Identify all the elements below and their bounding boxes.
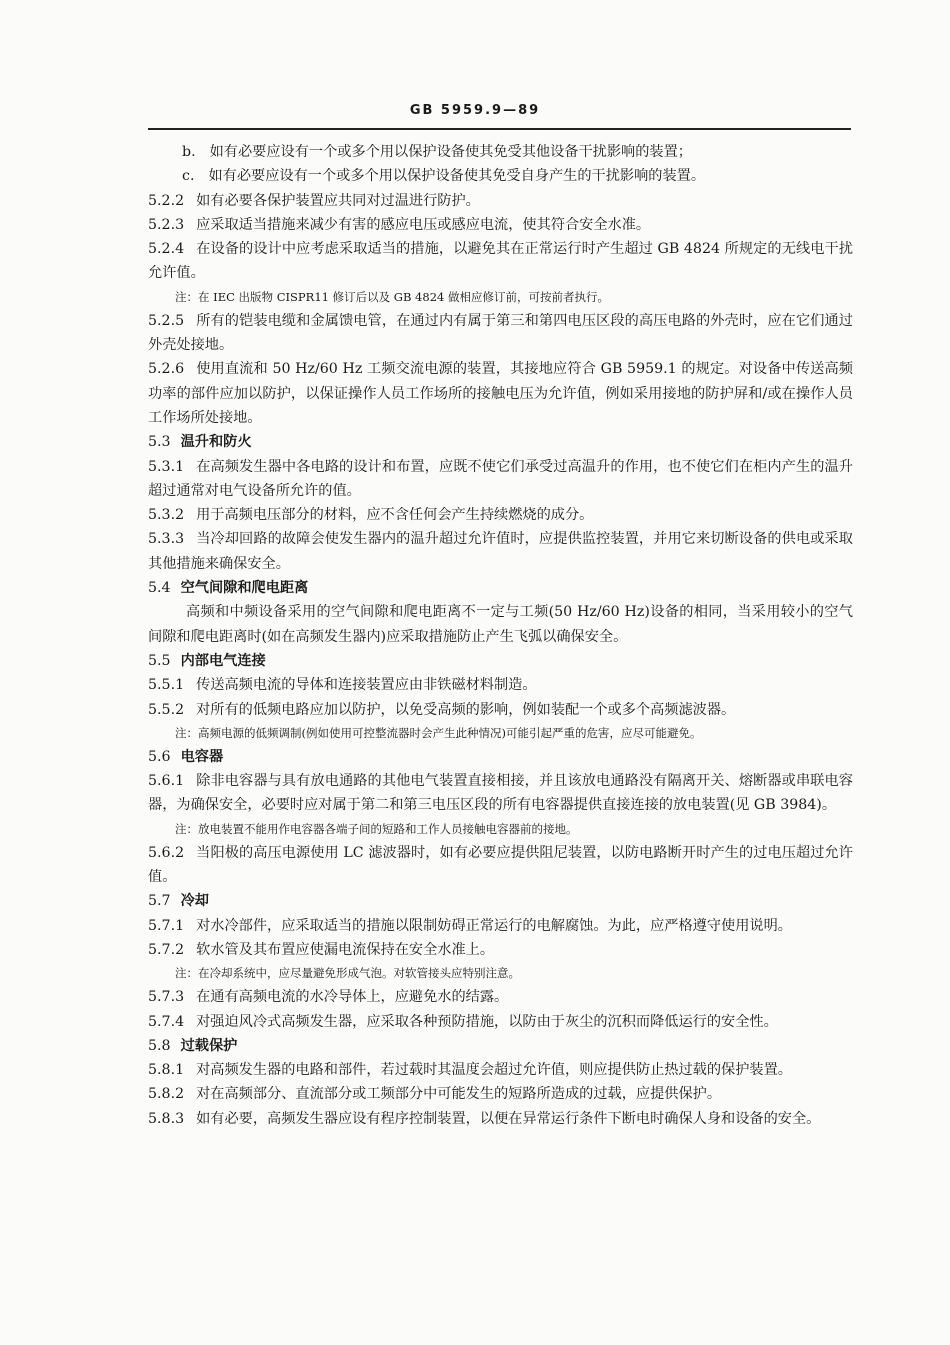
clause-text: 在高频发生器中各电路的设计和布置，应既不使它们承受过高温升的作用，也不使它们在柜内产生的温升超过通常对电气设备所允许的值。 [148,458,853,499]
clause-paragraph [148,769,853,818]
section-number: 5.7 [148,893,171,910]
list-item [148,140,853,164]
clause-paragraph [148,673,853,697]
clause-paragraph [148,1107,853,1131]
clause-paragraph [148,1058,853,1082]
body-paragraph: 高频和中频设备采用的空气间隙和爬电距离不一定与工频(50 Hz/60 Hz)设备的相同，当采用较小的空气间隙和爬电距离时(如在高频发生器内)应采取措施防止产生飞弧以确保安全。 [148,604,853,645]
clause-paragraph [148,985,853,1009]
clause-number: 5.2.6 [148,361,185,378]
section-title: 空气间隙和爬电距离 [180,580,309,597]
clause-paragraph [148,237,853,286]
clause-paragraph [148,503,853,527]
clause-number: 5.7.3 [148,989,185,1006]
section-heading [148,649,853,673]
section-title: 冷却 [180,893,209,910]
clause-paragraph [148,914,853,938]
clause-paragraph [148,841,853,890]
section-number: 5.4 [148,580,171,597]
list-item-label: b. [182,144,196,160]
section-number: 5.3 [148,434,171,451]
note-text: 注：高频电源的低频调制(例如使用可控整流器时会产生此种情况)可能引起严重的危害，应尽可能避免。 [175,725,702,740]
page-header: GB 5959.9—89 [409,103,541,118]
clause-paragraph [148,1082,853,1106]
clause-paragraph [148,189,853,213]
clause-number: 5.5.2 [148,701,185,718]
clause-text: 除非电容器与具有放电通路的其他电气装置直接相接，并且该放电通路没有隔离开关、熔断器或串联电容器，为确保安全，必要时应对属于第二和第三电压区段的所有电容器提供直接连接的放电装置(见 GB 3984)。 [148,773,853,814]
section-heading [148,889,853,913]
section-number: 5.8 [148,1037,171,1054]
document-body [148,140,853,1131]
clause-paragraph [148,309,853,358]
clause-number: 5.5.1 [148,677,185,694]
clause-text: 对水冷部件，应采取适当的措施以限制妨碍正常运行的电解腐蚀。为此，应严格遵守使用说明。 [196,917,792,934]
clause-paragraph [148,938,853,962]
clause-number: 5.3.3 [148,531,185,548]
clause-number: 5.8.2 [148,1086,185,1103]
clause-text: 对强迫风冷式高频发生器，应采取各种预防措施，以防由于灰尘的沉积而降低运行的安全性。 [196,1013,778,1030]
section-heading [148,430,853,454]
list-item-text: 如有必要应设有一个或多个用以保护设备使其免受自身产生的干扰影响的装置。 [208,168,706,185]
clause-number: 5.2.3 [148,216,185,233]
clause-text: 在设备的设计中应考虑采取适当的措施，以避免其在正常运行时产生超过 GB 4824 所规定的无线电干扰允许值。 [148,241,853,282]
clause-number: 5.7.4 [148,1013,185,1030]
list-item-text: 如有必要应设有一个或多个用以保护设备使其免受其他设备干扰影响的装置； [209,144,692,160]
clause-number: 5.2.4 [148,241,185,258]
clause-number: 5.8.1 [148,1062,185,1079]
clause-text: 对高频发生器的电路和部件，若过载时其温度会超过允许值，则应提供防止热过载的保护装置。 [196,1062,792,1079]
section-number: 5.6 [148,748,171,765]
clause-text: 应采取适当措施来减少有害的感应电压或感应电流，使其符合安全水准。 [196,216,651,233]
clause-text: 所有的铠装电缆和金属馈电管，在通过内有属于第三和第四电压区段的高压电路的外壳时，应在它们通过外壳处接地。 [148,312,853,354]
section-heading [148,1034,853,1058]
clause-text: 当冷却回路的故障会使发生器内的温升超过允许值时，应提供监控装置，并用它来切断设备的供电或采取其他措施来确保安全。 [148,531,853,572]
section-title: 内部电气连接 [180,652,266,669]
section-number: 5.5 [148,652,171,669]
clause-text: 用于高频电压部分的材料，应不含任何会产生持续燃烧的成分。 [196,507,594,524]
clause-number: 5.6.1 [148,773,185,790]
clause-text: 软水管及其布置应使漏电流保持在安全水准上。 [196,941,495,958]
clause-number: 5.7.1 [148,917,185,934]
section-heading [148,576,853,600]
header-rule [148,128,851,130]
clause-text: 当阳极的高压电源使用 LC 滤波器时，如有必要应提供阻尼装置，以防电路断开时产生的过电压超过允许值。 [148,844,853,886]
clause-text: 如有必要各保护装置应共同对过温进行防护。 [196,192,480,209]
clause-number: 5.3.2 [148,507,185,524]
clause-number: 5.3.1 [148,458,185,475]
clause-number: 5.2.5 [148,312,185,329]
clause-paragraph [148,455,853,504]
list-item-label: c. [182,168,195,185]
section-title: 过载保护 [180,1037,238,1054]
clause-number: 5.8.3 [148,1110,185,1127]
clause-paragraph [148,1010,853,1034]
clause-text: 使用直流和 50 Hz/60 Hz 工频交流电源的装置，其接地应符合 GB 5959.1 的规定。对设备中传送高频功率的部件应加以防护，以保证操作人员工作场所的接触电压为允许值，例如采用接地的防护屏和/或在操作人员工作场所处接地。 [148,361,853,426]
clause-number: 5.7.2 [148,941,185,958]
note-text: 注：在冷却系统中，应尽量避免形成气泡。对软管接头应特别注意。 [175,966,520,981]
clause-number: 5.2.2 [148,192,185,209]
section-title: 电容器 [180,748,224,765]
clause-paragraph [148,213,853,237]
list-item [148,164,853,188]
clause-text: 对所有的低频电路应加以防护，以免受高频的影响，例如装配一个或多个高频滤波器。 [196,701,736,718]
note-text: 注：在 IEC 出版物 CISPR11 修订后以及 GB 4824 做相应修订前，可按前者执行。 [175,289,609,304]
section-title: 温升和防火 [180,434,252,451]
clause-text: 对在高频部分、直流部分或工频部分中可能发生的短路所造成的过载，应提供保护。 [196,1086,722,1103]
clause-text: 如有必要，高频发生器应设有程序控制装置，以便在异常运行条件下断电时确保人身和设备的安全。 [196,1110,821,1127]
section-heading [148,745,853,769]
clause-paragraph [148,527,853,576]
clause-number: 5.6.2 [148,844,185,861]
clause-text: 在通有高频电流的水冷导体上，应避免水的结露。 [196,989,509,1006]
clause-paragraph [148,698,853,722]
clause-text: 传送高频电流的导体和连接装置应由非铁磁材料制造。 [196,677,537,694]
note-text: 注：放电装置不能用作电容器各端子间的短路和工作人员接触电容器前的接地。 [175,821,578,836]
clause-paragraph [148,357,853,430]
